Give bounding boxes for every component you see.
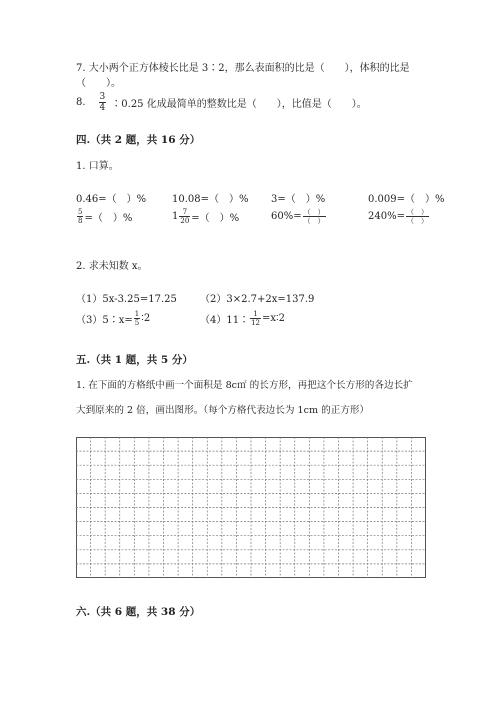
unknown-eq4-numerator: 1: [250, 310, 261, 319]
oral-r2c4-head: 240%=: [368, 211, 405, 222]
oral-r2c2-tail: =（ ）%: [191, 213, 240, 224]
unknown-eq3-head: （3）5∶x=: [76, 315, 133, 326]
q8-frac-numerator: 3: [99, 92, 106, 102]
unknown-eq2: （2）3×2.7+2x=137.9: [200, 294, 315, 305]
unknown-eq4: [200, 310, 285, 327]
oral-r2c2-denominator: 20: [180, 217, 190, 225]
unknown-eq4-tail: =x∶2: [262, 313, 285, 324]
oral-r1c2: 10.08=（ ）%: [172, 194, 249, 205]
oral-r2c4: [368, 208, 430, 225]
q8-number: 8.: [76, 97, 86, 108]
unknown-eq1: （1）5x-3.25=17.25: [76, 294, 177, 305]
q7-line2: （ ）。: [76, 78, 121, 89]
unknown-eq4-denominator: 12: [251, 319, 261, 327]
oral-r2c4-fraction: [406, 208, 429, 225]
draw-line2: 大到原来的 2 倍，画出图形。（每个方格代表边长为 1cm 的正方形）: [76, 405, 370, 416]
q7-line1: 7. 大小两个正方体棱长比是 3∶2，那么表面积的比是（ ），体积的比是: [76, 63, 410, 74]
oral-r2c3-fraction: [303, 208, 326, 225]
unknown-eq3-tail: ∶2: [141, 313, 151, 324]
unknown-eq4-head: （4）11∶: [200, 315, 250, 326]
oral-r2c2: [172, 208, 239, 225]
oral-r2c1: [76, 208, 132, 225]
section6-title: 六.（共 6 题，共 38 分）: [76, 606, 201, 618]
unknown-eq3: [76, 310, 150, 327]
q8-text: ∶0.25 化成最简单的整数比是（ ），比值是（ ）。: [111, 99, 367, 110]
oral-r2c3-denominator: （ ）: [303, 217, 325, 225]
section5-title: 五.（共 1 题，共 5 分）: [76, 354, 193, 366]
q8-fraction: [99, 92, 107, 113]
oral-title: 1. 口算。: [76, 161, 119, 172]
oral-r2c3: [271, 208, 327, 225]
oral-r2c1-numerator: 5: [78, 208, 83, 216]
grid-paper[interactable]: [76, 437, 426, 578]
section4-title: 四.（共 2 题，共 16 分）: [76, 134, 201, 146]
unknown-eq3-fraction: [134, 310, 140, 327]
unknown-eq3-denominator: 5: [134, 319, 140, 327]
draw-line1: 1. 在下面的方格纸中画一个面积是 8c㎡ 的长方形，再把这个长方形的各边长扩: [76, 380, 413, 391]
oral-r2c2-fraction: [179, 208, 190, 225]
q8: [76, 92, 367, 113]
grid-svg[interactable]: [76, 437, 426, 578]
oral-r2c1-denominator: 8: [78, 217, 83, 225]
oral-r2c3-numerator: （ ）: [303, 208, 325, 216]
oral-r2c3-head: 60%=: [271, 211, 302, 222]
q8-frac-denominator: 4: [99, 103, 106, 113]
unknown-title: 2. 求未知数 x。: [76, 261, 148, 272]
unknown-eq4-fraction: [250, 310, 261, 327]
oral-r2c1-tail: =（ ）%: [84, 213, 133, 224]
oral-r2c1-fraction: [77, 208, 83, 225]
oral-r2c4-denominator: （ ）: [406, 217, 428, 225]
oral-r2c4-numerator: （ ）: [406, 208, 428, 216]
oral-r1c3: 3=（ ）%: [271, 194, 326, 205]
unknown-eq3-numerator: 1: [134, 310, 140, 318]
oral-r1c4: 0.009=（ ）%: [368, 194, 445, 205]
oral-r2c2-whole: 1: [172, 211, 179, 222]
oral-r1c1: 0.46=（ ）%: [76, 194, 147, 205]
oral-r2c2-numerator: 7: [179, 208, 190, 217]
